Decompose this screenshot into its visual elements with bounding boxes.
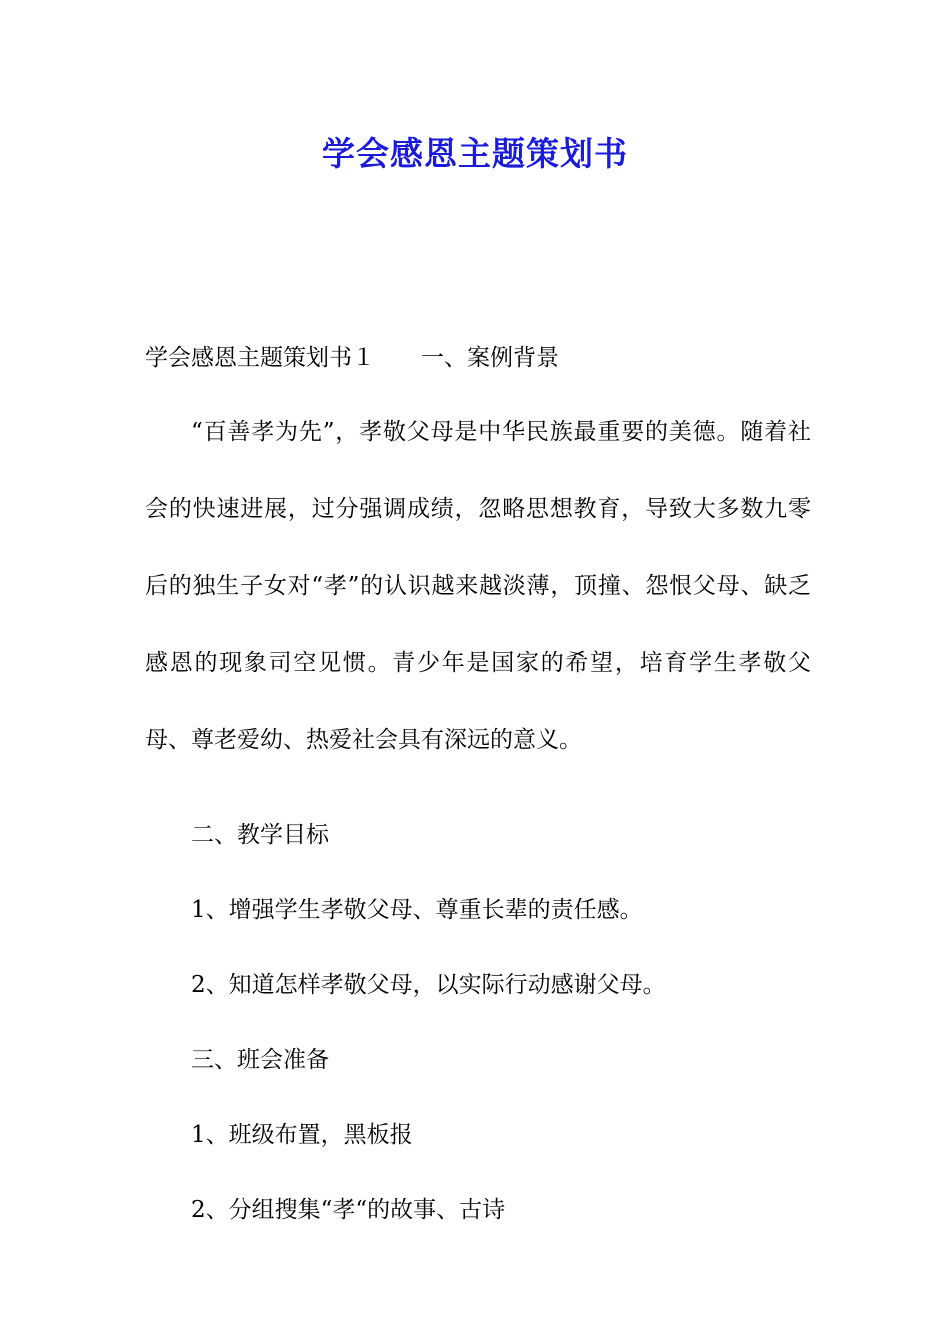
preparation-item-1: 1、班级布置，黑板报: [191, 1122, 413, 1148]
section-heading-preparation: 三、班会准备: [191, 1047, 329, 1073]
preparation-item-2: 2、分组搜集“孝“的故事、古诗: [191, 1197, 506, 1223]
goal-item-2: 2、知道怎样孝敬父母，以实际行动感谢父母。: [191, 972, 666, 998]
background-paragraph: “百善孝为先”，孝敬父母是中华民族最重要的美德。随着社会的快速进展，过分强调成绩，忽略思想教育，导致大多数九零后的独生子女对“孝”的认识越来越淡薄，顶撞、怨恨父母、缺乏感恩的现象司空见惯。青少年是国家的希望，培育学生孝敬父母、尊老爱幼、热爱社会具有深远的意义。: [145, 419, 811, 753]
section-heading-goals: 二、教学目标: [191, 822, 329, 848]
goal-item-1: 1、增强学生孝敬父母、尊重长辈的责任感。: [191, 897, 643, 923]
document-title: 学会感恩主题策划书: [322, 134, 628, 173]
document-body: [145, 339, 811, 1229]
section-heading-background: 一、案例背景: [421, 345, 559, 371]
plan-label: 学会感恩主题策划书１: [145, 345, 375, 371]
first-line: [145, 339, 811, 377]
